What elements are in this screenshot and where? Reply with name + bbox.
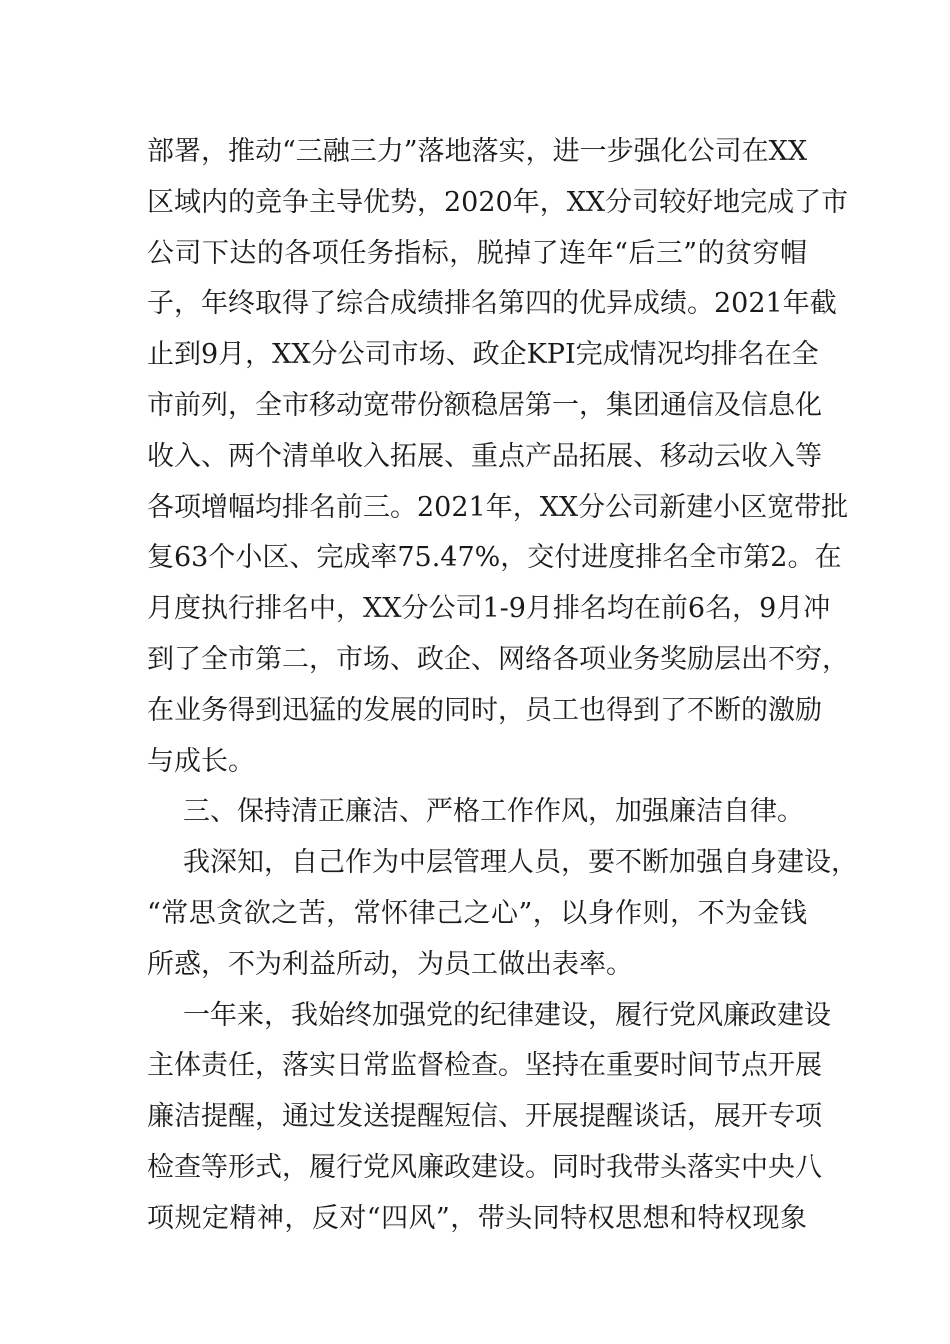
text-line: 收入、两个清单收入拓展、重点产品拓展、移动云收入等: [147, 440, 822, 472]
text-line: 各项增幅均排名前三。2021年，XX分公司新建小区宽带批: [147, 491, 849, 523]
text-line: 项规定精神，反对“四风”，带头同特权思想和特权现象: [147, 1202, 807, 1234]
text-line: 廉洁提醒，通过发送提醒短信、开展提醒谈话，展开专项: [147, 1101, 822, 1133]
paragraph-first-line: 我深知，自己作为中层管理人员，要不断加强自身建设，: [183, 847, 858, 879]
text-line: 子，年终取得了综合成绩排名第四的优异成绩。2021年截: [147, 288, 837, 320]
text-line: 部署，推动“三融三力”落地落实，进一步强化公司在XX: [147, 136, 808, 167]
text-line: 市前列，全市移动宽带份额稳居第一，集团通信及信息化: [147, 389, 822, 421]
text-line: 复63个小区、完成率75.47%，交付进度排名全市第2。在: [147, 542, 842, 574]
text-line: 月度执行排名中，XX分公司1-9月排名均在前6名，9月冲: [147, 593, 831, 625]
body-text: [147, 127, 858, 1245]
paragraph-first-line: 一年来，我始终加强党的纪律建设，履行党风廉政建设: [183, 999, 831, 1031]
text-line: 检查等形式，履行党风廉政建设。同时我带头落实中央八: [147, 1151, 822, 1183]
text-line: 到了全市第二，市场、政企、网络各项业务奖励层出不穷，: [147, 643, 849, 675]
text-line: 主体责任，落实日常监督检查。坚持在重要时间节点开展: [147, 1050, 822, 1082]
text-line: 区域内的竞争主导优势，2020年，XX分司较好地完成了市: [147, 186, 849, 218]
section-heading: 三、保持清正廉洁、严格工作作风，加强廉洁自律。: [183, 796, 804, 828]
text-line: 与成长。: [147, 745, 255, 777]
text-line: 公司下达的各项任务指标，脱掉了连年“后三”的贫穷帽: [147, 237, 807, 269]
text-line: 在业务得到迅猛的发展的同时，员工也得到了不断的激励: [147, 694, 822, 726]
text-line: 止到9月，XX分公司市场、政企KPI完成情况均排名在全: [147, 339, 819, 371]
text-line: “常思贪欲之苦，常怀律己之心”，以身作则，不为金钱: [147, 897, 807, 929]
text-line: 所惑，不为利益所动，为员工做出表率。: [147, 948, 633, 980]
